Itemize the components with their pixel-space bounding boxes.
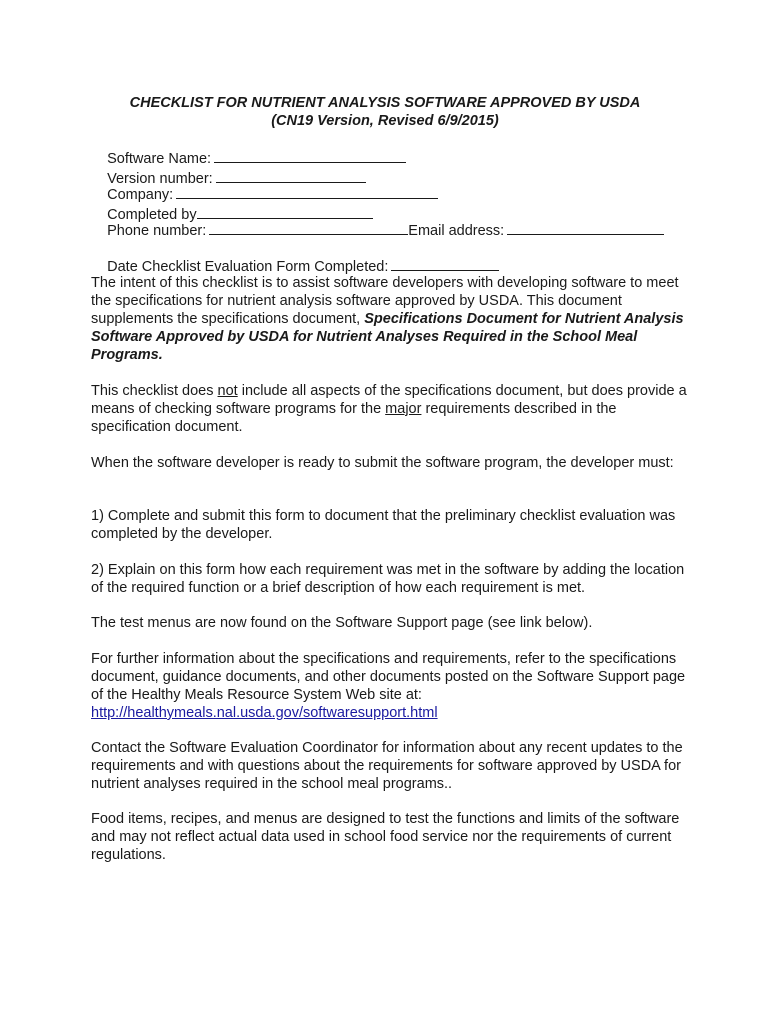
document-title: CHECKLIST FOR NUTRIENT ANALYSIS SOFTWARE APPROVED BY USDA [129, 95, 641, 111]
date-completed-blank[interactable] [391, 256, 499, 271]
software-name-label: Software Name: [107, 151, 212, 167]
email-address-label: Email address: [408, 223, 505, 239]
step-2-paragraph: 2) Explain on this form how each requirement was met in the software by adding the location of the required function or a brief description of how each requirement is met. [91, 562, 685, 596]
email-address-blank[interactable] [507, 220, 664, 235]
document-subtitle: (CN19 Version, Revised 6/9/2015) [271, 113, 499, 129]
intro-text: The intent of this checklist is to assist software developers with developing software to meet the specifications for nutrient analysis software approved by USDA. This document supplements the specifications document, [91, 275, 679, 327]
scope-major-word: major [385, 401, 422, 417]
software-name-blank[interactable] [214, 148, 406, 163]
date-completed-label: Date Checklist Evaluation Form Completed: [107, 259, 389, 275]
version-number-label: Version number: [107, 171, 213, 187]
completed-by-label: Completed by [107, 207, 197, 223]
specifications-document-title: Specifications Document for Nutrient Analysis Software Approved by USDA for Nutrient Analyses Required in the School Meal Programs. [91, 311, 684, 363]
contact-paragraph: Contact the Software Evaluation Coordinator for information about any recent updates to the requirements and with questions about the requirements for software approved by USDA for nutrient analyses required in the school meal programs.. [91, 740, 683, 792]
scope-text-2: include all aspects of the specifications document, but does provide a means of checking software programs for the [91, 383, 687, 417]
phone-number-blank[interactable] [209, 220, 408, 235]
software-support-link[interactable]: http://healthymeals.nal.usda.gov/softwaresupport.html [91, 705, 438, 721]
intro-paragraph [91, 274, 691, 364]
phone-number-label: Phone number: [107, 223, 207, 239]
further-info-paragraph [91, 650, 691, 722]
step-1-paragraph: 1) Complete and submit this form to document that the preliminary checklist evaluation was completed by the developer. [91, 508, 676, 542]
submit-intro-paragraph: When the software developer is ready to submit the software program, the developer must: [91, 455, 674, 471]
further-info-text: For further information about the specifications and requirements, refer to the specifications document, guidance documents, and other documents posted on the Software Support page of the Healthy Meals Resource System Web site at: [91, 651, 686, 703]
company-blank[interactable] [176, 184, 438, 199]
scope-text-3: requirements described in the specification document. [91, 401, 617, 435]
test-menus-paragraph: The test menus are now found on the Software Support page (see link below). [91, 615, 593, 631]
food-items-paragraph: Food items, recipes, and menus are designed to test the functions and limits of the software and may not reflect actual data used in school food service nor the requirements of current regulations. [91, 811, 680, 863]
company-label: Company: [107, 187, 174, 203]
scope-text-1: This checklist does [91, 383, 218, 399]
scope-not-word: not [217, 383, 238, 399]
scope-paragraph [91, 382, 691, 436]
